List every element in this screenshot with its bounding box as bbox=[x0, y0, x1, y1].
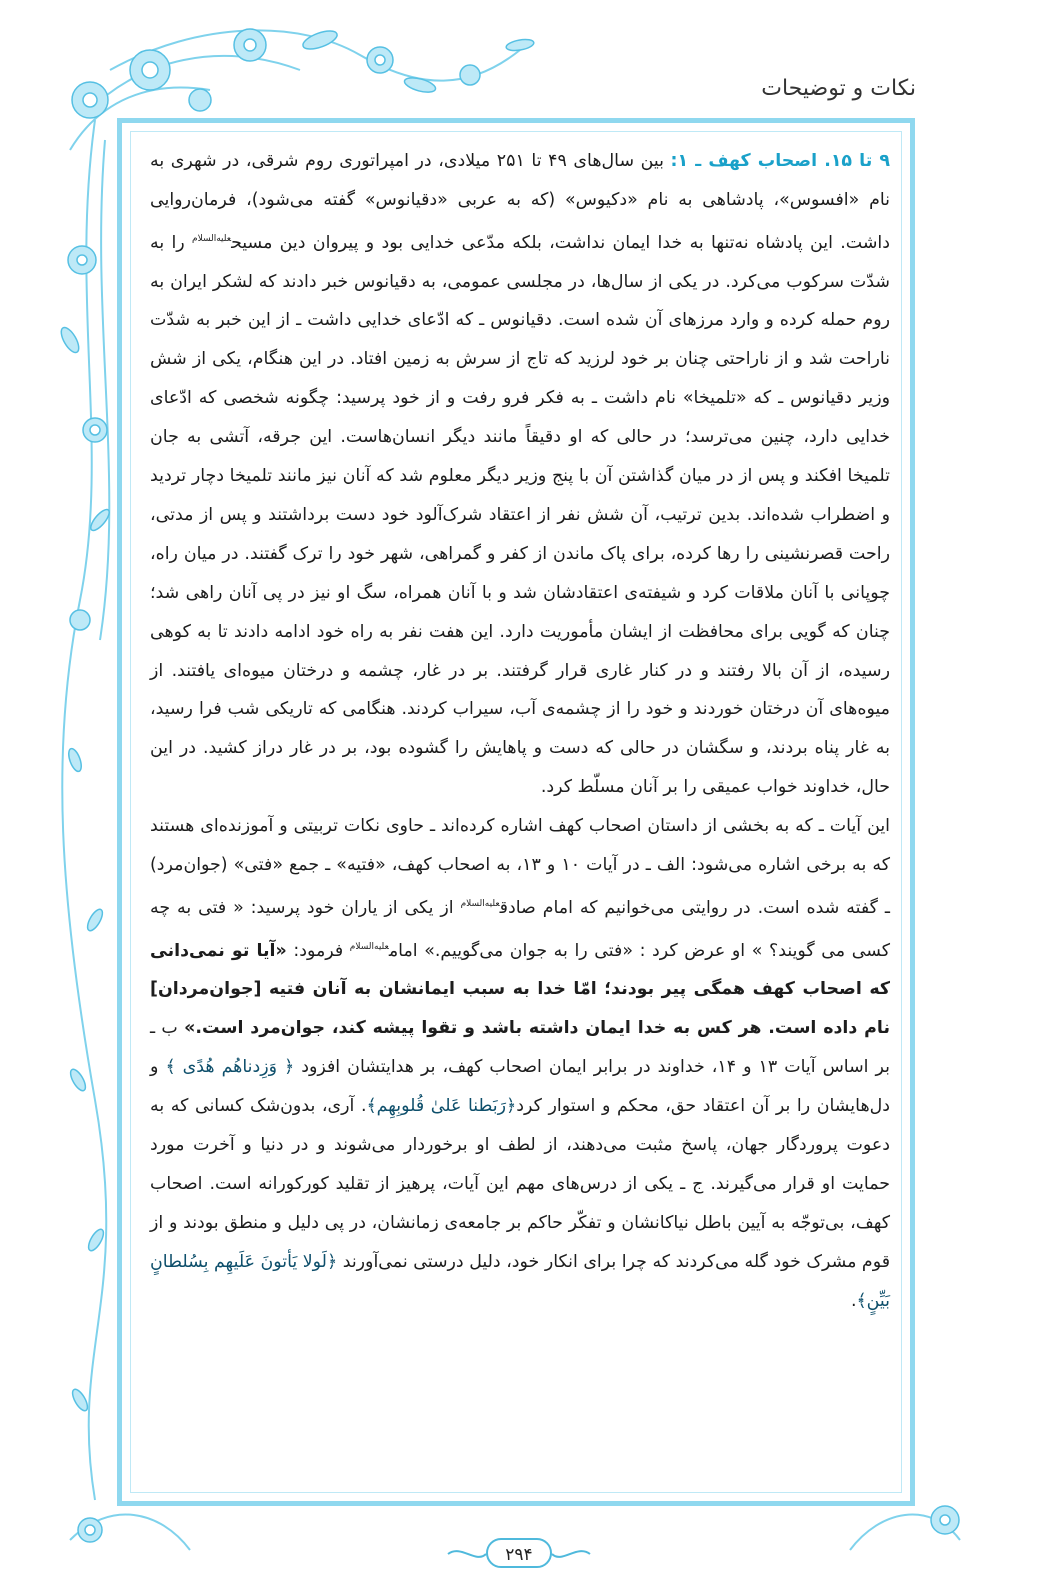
honorific: علیه‌السلام bbox=[192, 233, 232, 244]
paragraph-2 bbox=[150, 807, 890, 1320]
text-segment: . آری، بدون‌شک کسانی که به دعوت پروردگار جهان، پاسخ مثبت می‌دهند، از لطف او برخوردار می‌شوند و در دنیا و آخرت مورد حمایت او قرار می‌گیرند. ج ـ یکی از درس‌های مهم این آیات، پرهیز از تقلید کورکورانه است. اصحاب کهف، بی‌توجّه به آیین باطل نیاکانشان و تفکّر حاکم بر جامعه‌ی زمانشان، در پی دلیل و منطق بودند و از قوم مشرک خود گله می‌کردند که چرا برای انکار خود، دلیل درستی نمی‌آورند bbox=[150, 1096, 891, 1272]
hadith-quote: «آیا تو نمی‌دانی که اصحاب کهف همگی پیر بودند؛ امّا خدا به سبب ایمانشان به آنان فتیه [جوان‌مردان] نام داده است. هر کس به خدا ایمان داشته باشد و تقوا پیشه کند، جوان‌مرد است.» bbox=[150, 940, 890, 1039]
quran-quote: ﴿ وَزِدناهُم هُدًى ﴾ bbox=[165, 1057, 295, 1078]
text-segment: فرمود: bbox=[286, 940, 350, 961]
honorific: علیه‌السلام bbox=[349, 941, 389, 952]
paragraph-1 bbox=[150, 142, 890, 807]
quran-quote: ﴿رَبَطنا عَلىٰ قُلوبِهِم﴾ bbox=[366, 1096, 517, 1117]
text-segment: از یکی از یاران خود پرسید: « فتی به چه کسی می گویند؟ » او عرض کرد : «فتی را به جوان می‌گوییم.» امام bbox=[150, 897, 890, 961]
text-segment: ب ـ بر اساس آیات ۱۳ و ۱۴، خداوند در برابر ایمان اصحاب کهف، بر هدایتشان افزود bbox=[150, 1018, 890, 1078]
page-number: ۲۹۴ bbox=[486, 1538, 552, 1568]
honorific: علیه‌السلام bbox=[460, 899, 500, 910]
quran-quote: ﴿لَولا يَأتونَ عَلَيهِم بِسُلطانٍ بَيِّنٍ﴾ bbox=[150, 1251, 890, 1311]
text-segment: و دل‌هایشان را بر آن اعتقاد حق، محکم و استوار کرد bbox=[150, 1057, 891, 1117]
verse-heading: ۹ تا ۱۵. اصحاب کهف ـ ۱: bbox=[670, 151, 890, 171]
text-segment: این آیات ـ که به بخشی از داستان اصحاب کهف اشاره کرده‌اند ـ حاوی نکات تربیتی و آموزنده‌ای هستند که به برخی اشاره می‌شود: الف ـ در آیات ۱۰ و ۱۳، به اصحاب کهف، «فتیه» ـ جمع «فتی» (جوان‌مرد) ـ گفته شده است. در روایتی می‌خوانیم که امام صادق bbox=[150, 816, 890, 918]
main-text bbox=[150, 142, 890, 1321]
text-segment: را به شدّت سرکوب می‌کرد. در یکی از سال‌ها، در مجلسی عمومی، به دقیانوس خبر دادند که لشکر ایران به روم حمله کرده و وارد مرزهای آن شده است. دقیانوس ـ که ادّعای خدایی داشت ـ از این خبر به شدّت ناراحت شد و از ناراحتی چنان بر خود لرزید که تاج از سرش به زمین افتاد. در این هنگام، یکی از شش وزیر دقیانوس ـ که «تلمیخا» نام داشت ـ به فکر فرو رفت و از خود پرسید: چگونه شخصی که ادّعای خدایی دارد، چنین می‌ترسد؛ در حالی که او دقیقاً مانند دیگر انسان‌هاست. این جرقه، آتشی به جان تلمیخا افکند و پس از در میان گذاشتن آن با پنج وزیر دیگر معلوم شد که آنان نیز مانند تلمیخا دچار تردید و اضطراب شده‌اند. بدین ترتیب، آن شش نفر از اعتقاد شرک‌آلود خود دست برداشتند و پس از مدتی، راحت قصرنشینی را رها کرده، برای پاک ماندن از کفر و گمراهی، شهر خود را ترک گفتند. در میان راه، چوپانی با آنان ملاقات کرد و شیفته‌ی اعتقادشان شد و با آنان همراه، سگ او نیز در پی آنان راهی شد؛ چنان که گویی برای محافظت از ایشان مأموریت دارد. این هفت نفر به راه خود ادامه دادند تا به کوهی رسیده، از آن بالا رفتند و در کنار غاری قرار گرفتند. بر در غار، چشمه و درختان میوه‌ای یافتند. از میوه‌های آن درختان خوردند و خود را از چشمه‌ی آب، سیراب کردند. هنگامی که تاریکی شب فرا رسید، به غار پناه بردند، و سگشان در حالی که دست و پاهایش را گشوده بود، بر در غار دراز کشید. در این حال، خداوند خواب عمیقی را بر آنان مسلّط کرد. bbox=[150, 232, 890, 798]
text-segment: بین سال‌های ۴۹ تا ۲۵۱ میلادی، در امپراتوری روم شرقی، در شهری به نام «افسوس»، پادشاهی به نام «دکیوس» (که به عربی «دقیانوس» گفته می‌شود)، فرمان‌روایی داشت. این پادشاه نه‌تنها به خدا ایمان نداشت، بلکه مدّعی خدایی بود و پیروان دین مسیح bbox=[150, 151, 891, 253]
section-title: نکات و توضیحات bbox=[761, 76, 916, 101]
text-segment: . bbox=[850, 1290, 857, 1311]
